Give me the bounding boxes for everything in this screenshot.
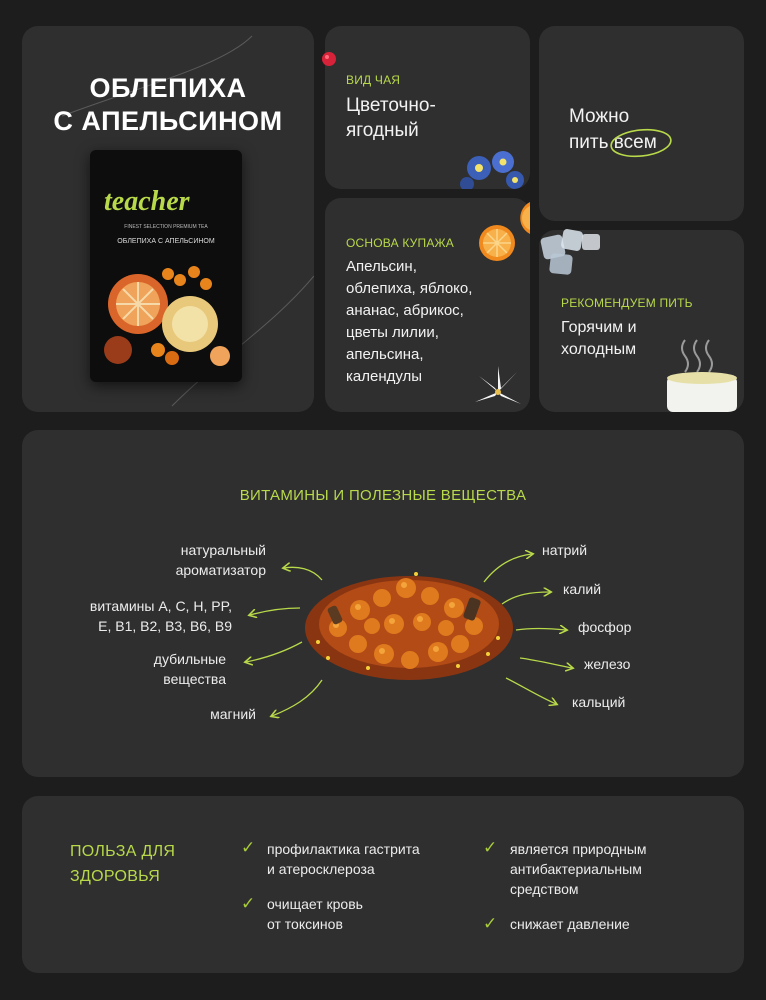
red-berry-icon [320, 50, 338, 68]
tea-type-card [325, 26, 530, 189]
vitamins-card [22, 430, 744, 777]
product-title [22, 72, 314, 138]
vitamins-label: фосфор [578, 619, 632, 635]
arrow-icon [516, 629, 566, 631]
tea-type-tag: ВИД ЧАЯ [346, 73, 401, 87]
vitamins-label: кальций [572, 694, 626, 710]
pack-name: ОБЛЕПИХА С АПЕЛЬСИНОМ [117, 238, 215, 245]
tea-type-value [346, 93, 436, 143]
drink-all-line2 [569, 130, 657, 156]
benefit-line: профилактика гастрита [267, 841, 420, 857]
drink-all-highlight-text: всем [613, 132, 657, 153]
blend-line: ананас, абрикос, [346, 302, 464, 319]
vitamins-label: железо [584, 656, 631, 672]
benefit-item [267, 894, 363, 934]
tea-leaves-pile-image [298, 558, 520, 690]
vitamins-label-line: магний [210, 706, 256, 722]
blend-line: Апельсин, [346, 258, 417, 275]
drink-all-text [569, 104, 657, 156]
checkmark-icon: ✓ [241, 894, 256, 914]
recommend-tag: РЕКОМЕНДУЕМ ПИТЬ [561, 296, 693, 310]
blend-tag: ОСНОВА КУПАЖА [346, 236, 455, 250]
benefit-line: снижает давление [510, 916, 630, 932]
vitamins-label-line: витамины A, C, H, PP, [89, 598, 232, 614]
benefit-line: антибактериальным [510, 861, 642, 877]
health-card [22, 796, 744, 973]
benefit-item [510, 914, 630, 934]
checkmark-icon: ✓ [483, 838, 498, 858]
highlight-circle-icon [608, 126, 674, 160]
benefit-line: очищает кровь [267, 896, 363, 912]
drink-all-prefix: пить [569, 132, 609, 153]
pack-fruit-illustration [98, 254, 234, 376]
hero-card [22, 26, 314, 412]
vitamins-label-line: ароматизатор [175, 562, 266, 578]
product-title-line2: С АПЕЛЬСИНОМ [53, 106, 283, 136]
checkmark-icon: ✓ [241, 838, 256, 858]
benefit-line: средством [510, 881, 579, 897]
vitamins-label-line: E, B1, B2, B3, B6, B9 [98, 618, 232, 634]
health-title-line2: ЗДОРОВЬЯ [70, 868, 161, 885]
benefit-item [510, 839, 647, 899]
arrow-icon [246, 642, 302, 662]
arrow-icon [250, 608, 300, 615]
recommend-line2: холодным [561, 341, 637, 358]
vitamins-label-line: вещества [163, 671, 226, 687]
vitamins-label-line: натуральный [180, 542, 266, 558]
health-title-line1: ПОЛЬЗА ДЛЯ [70, 843, 176, 860]
pack-subtitle: FINEST SELECTION PREMIUM TEA [124, 224, 208, 230]
tea-pack-image [90, 150, 242, 382]
health-title [70, 839, 175, 889]
benefit-line: является природным [510, 841, 647, 857]
benefit-line: и атеросклероза [267, 861, 375, 877]
drink-all-highlight [614, 130, 657, 156]
drink-all-line1: Можно [569, 106, 630, 127]
drink-all-card [539, 26, 744, 221]
tea-type-line2: ягодный [346, 120, 419, 141]
ice-cubes-image [538, 228, 608, 278]
benefit-line: от токсинов [267, 916, 343, 932]
tea-type-line1: Цветочно- [346, 95, 436, 116]
recommend-value [561, 317, 637, 361]
benefit-item [267, 839, 420, 879]
vitamins-label: калий [563, 581, 602, 597]
tea-cup-image [663, 330, 741, 412]
blend-line: цветы лилии, [346, 324, 439, 341]
pack-brand-logo: teacher [104, 186, 190, 217]
blend-list [346, 256, 472, 388]
checkmark-icon: ✓ [483, 914, 498, 934]
vitamins-label: натрий [542, 542, 588, 558]
recommend-line1: Горячим и [561, 319, 637, 336]
lily-flower-image [471, 362, 525, 412]
arrow-icon [520, 658, 572, 668]
orange-slice-icon [510, 200, 532, 236]
blend-line: апельсина, [346, 346, 424, 363]
blend-line: облепиха, яблоко, [346, 280, 473, 297]
blend-line: календулы [346, 368, 423, 385]
vitamins-label-line: дубильные [153, 651, 226, 667]
vitamins-title: ВИТАМИНЫ И ПОЛЕЗНЫЕ ВЕЩЕСТВА [239, 487, 527, 504]
blue-flowers-image [457, 144, 529, 189]
product-title-line1: ОБЛЕПИХА [89, 73, 247, 103]
